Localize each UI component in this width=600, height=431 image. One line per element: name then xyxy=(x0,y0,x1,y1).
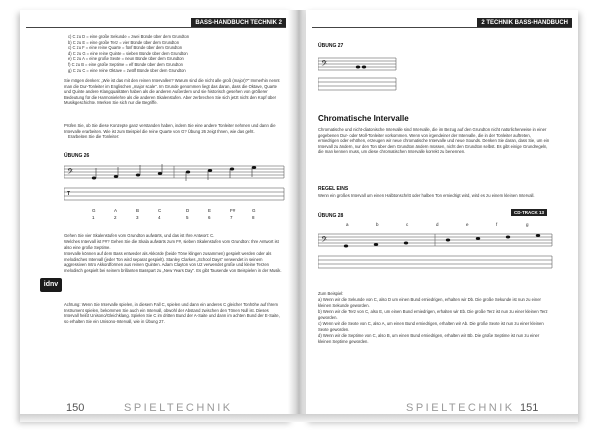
interval-item: e) C zu A = eine große Sexte = neun Bünde über dem Grundton xyxy=(68,56,184,62)
example-c: c) Wenn wir die Sexte von C, also A, um einen Bund erniedrigen, erhalten wir Ab. Die große Sexte ist nun zu einer kleinen Sexte geworden. xyxy=(318,321,544,332)
scale-degree: 4 xyxy=(158,215,161,220)
section-text: Chromatische und nicht-diatonische Intervalle sind Intervalle, die im Bezug auf den Grundton nicht natürlicherweise in einer gegebenen Dur- oder Moll-Tonleiter vorkommen. Wenn von irgendeiner der Intervalle, die in der Tonleiter auftreten, erniedrigen oder erhöhen, erzeugen wir neue chromatische Intervalle und neue Sounds. Denken Sie daran, dass Sie, um ein Intervall zu ändern, nur den Ton über dem Grundton ändern müssen, nicht den Grundton selbst. Es gibt einige Grundregeln, die man kennen muss, um diese chromatischen Intervalle korrekt zu benennen. xyxy=(318,127,550,155)
note-name: E xyxy=(208,208,212,213)
staff-lines xyxy=(64,166,284,178)
section-title: Chromatische Intervalle xyxy=(318,114,409,123)
example-letter: f xyxy=(496,222,498,227)
rule-text: Wenn ein großes Intervall um einen Halbtonschritt oder halben Ton erniedrigt wird, wird es zu einem kleinen Intervall. xyxy=(318,193,535,198)
example-letter: d xyxy=(436,222,439,227)
exercise-28-notation xyxy=(318,228,554,278)
interval-item: c) C zu D = eine große Sekunde = zwei Bünde über dem Grundton xyxy=(68,34,190,39)
bass-clef-icon: 𝄢 xyxy=(67,168,74,179)
example-letter: g xyxy=(526,222,529,227)
paragraph-check: Prüfen Sie, ob Sie diese Konzepte ganz verstanden haben, indem Sie eine andere Tonleiter nehmen und dann die Intervalle erarbeiten. Wie ist zum Beispiel die reine Quarte von G? Übung 26 zeigt Ihnen, wie das geht. xyxy=(64,123,276,134)
publisher-logo: idnv xyxy=(40,278,62,292)
exercise-27-title: ÜBUNG 27 xyxy=(318,43,344,49)
paragraph-intro: Sie mögen denken: „Wie ist das mit den reinen Intervallen? Warum sind die nicht alle groß (major)?“ Immerhin nennt man die Dur-Tonleiter im Englischen „major scale“. Im Grunde genommen liegt das daran, dass die Oktave, Quarte und Quinte andere Klangqualitäten haben als die anderen Außerdem und sie historisch gesehen von größerer Bedeutung für die Harmonielehre als die anderen Skalenstufen. Aber zerbrechen Sie sich jetzt nicht den Kopf über Musikgeschichte. Merken Sie sich nur die Begriffe. xyxy=(64,78,280,106)
left-header-rule xyxy=(26,27,286,28)
note-name: G xyxy=(92,208,96,213)
note-name: C xyxy=(158,208,162,213)
page-number-left: 150 xyxy=(66,402,85,414)
scale-degree: 7 xyxy=(230,215,233,220)
note-name: B xyxy=(136,208,140,213)
bass-clef-icon: 𝄢 xyxy=(321,60,328,71)
example-letter: c xyxy=(406,222,409,227)
right-header-rule xyxy=(312,27,572,28)
tab-lines xyxy=(64,188,284,200)
scale-degree: 3 xyxy=(136,215,139,220)
rule-title: REGEL EINS xyxy=(318,186,349,192)
paragraph-answer-f-sharp: Welches Intervall ist F#? Gehen Sie die Skala aufwärts zum F#, sieben Skalenstufen vom Grundton: Ihre Antwort ist also eine große Septime. xyxy=(64,239,279,250)
example-intro: Zum Beispiel: xyxy=(318,291,344,296)
interval-item: d) C zu G = eine reine Quinte = sieben Bünde über dem Grundton xyxy=(68,50,188,56)
right-page-header: 2 TECHNIK BASS-HANDBUCH xyxy=(477,18,572,28)
note-name: A xyxy=(114,208,118,213)
footer-left: SPIELTECHNIK xyxy=(124,402,233,414)
page-number-right: 151 xyxy=(520,402,539,414)
scale-degree: 6 xyxy=(208,215,211,220)
scale-degree: 5 xyxy=(186,215,189,220)
note-name: D xyxy=(186,208,190,213)
interval-item: c) C zu F = eine reine Quarte = fünf Bünde über dem Grundton xyxy=(68,45,183,51)
example-b: b) Wenn wir die Terz von C, also E, um einen Bund erniedrigen, erhalten wir Eb. Die große Terz ist nun zu einer kleinen Terz geworden. xyxy=(318,309,548,320)
paragraph-unison: Achtung: Wenn Sie Intervalle spielen, in diesem Fall C, spielen und dann ein anderes C gleicher Tonhöhe auf Ihrem Instrument spielen, bekommen Sie auch ein Intervall, obwohl der Abstand zwischen den Tönen Null ist. Dieses Intervall heißt Unisono/Gleichklang. Spielen Sie C im dritten Bund der A-Saite und dann im achten Bund der E-Saite, so erhalten Sie ein Unisono-Intervall, wie in Übung 27. xyxy=(64,302,280,324)
right-page xyxy=(306,10,578,420)
left-page-header: BASS-HANDBUCH TECHNIK 2 xyxy=(191,18,286,28)
exercise-27-notation xyxy=(318,54,398,96)
interval-item: g) C zu C = eine reine Oktave = zwölf Bünde über dem Grundton xyxy=(68,67,186,73)
cd-track-badge: CD-TRACK 13 xyxy=(511,209,547,216)
example-letter: a xyxy=(346,222,349,227)
paragraph-chords-melodic: Intervalle können auf dem Bass entweder als Akkorde (beide Töne klingen zusammen) gespielt werden oder als melodisches Intervall (jeder Ton wird separat gespielt). Stanley Clarkes „School Days“ verwendet in seinem aggressiven Intro Akkordformen aus reinen Quinten. Adam Clayton von U2 verwendet große und kleine Terzen melodisch gespielt bei seinem brillanten Basspart zu „New Years Day“. Es gibt Tausende von Beispielen in der Musik. xyxy=(64,251,282,273)
example-letter: b xyxy=(376,222,379,227)
tab-label: T xyxy=(67,191,71,197)
footer-right: SPIELTECHNIK xyxy=(406,402,515,414)
paragraph-work-scale: Erarbeiten Sie die Tonleiter: xyxy=(68,134,120,139)
interval-list xyxy=(68,34,278,73)
scale-degree: 1 xyxy=(92,215,95,220)
open-book xyxy=(6,6,594,424)
scale-degree: 8 xyxy=(252,215,255,220)
interval-item: f) C zu B = eine große Septime = elf Bünde über dem Grundton xyxy=(68,61,183,67)
interval-item: b) C zu E = eine große Terz = vier Bünde über dem Grundton xyxy=(68,39,179,45)
example-a: a) Wenn wir die Sekunde von C, also D um einen Bund erniedrigen, erhalten wir Db. Die große Sekunde ist nun zu einer kleinen Sekunde geworden. xyxy=(318,297,541,308)
note-name: F# xyxy=(230,208,236,213)
paragraph-answer-c: Gehen Sie vier Skalenstufen vom Grundton aufwärts, und das ist Ihre Antwort: C. xyxy=(64,233,215,238)
page-bottom-shadow xyxy=(20,414,578,422)
example-d: d) Wenn wir die Septime von C, also B, um einen Bund erniedrigen, erhalten wir Bb. Die große Septime ist nun zu einer kleinen Septime geworden. xyxy=(318,333,540,344)
left-page xyxy=(20,10,292,420)
example-letter: e xyxy=(466,222,469,227)
exercise-26-title: ÜBUNG 26 xyxy=(64,153,90,159)
exercise-28-title: ÜBUNG 28 xyxy=(318,213,344,219)
note-name: G xyxy=(252,208,256,213)
scale-degree: 2 xyxy=(114,215,117,220)
bass-clef-icon: 𝄢 xyxy=(321,236,328,247)
